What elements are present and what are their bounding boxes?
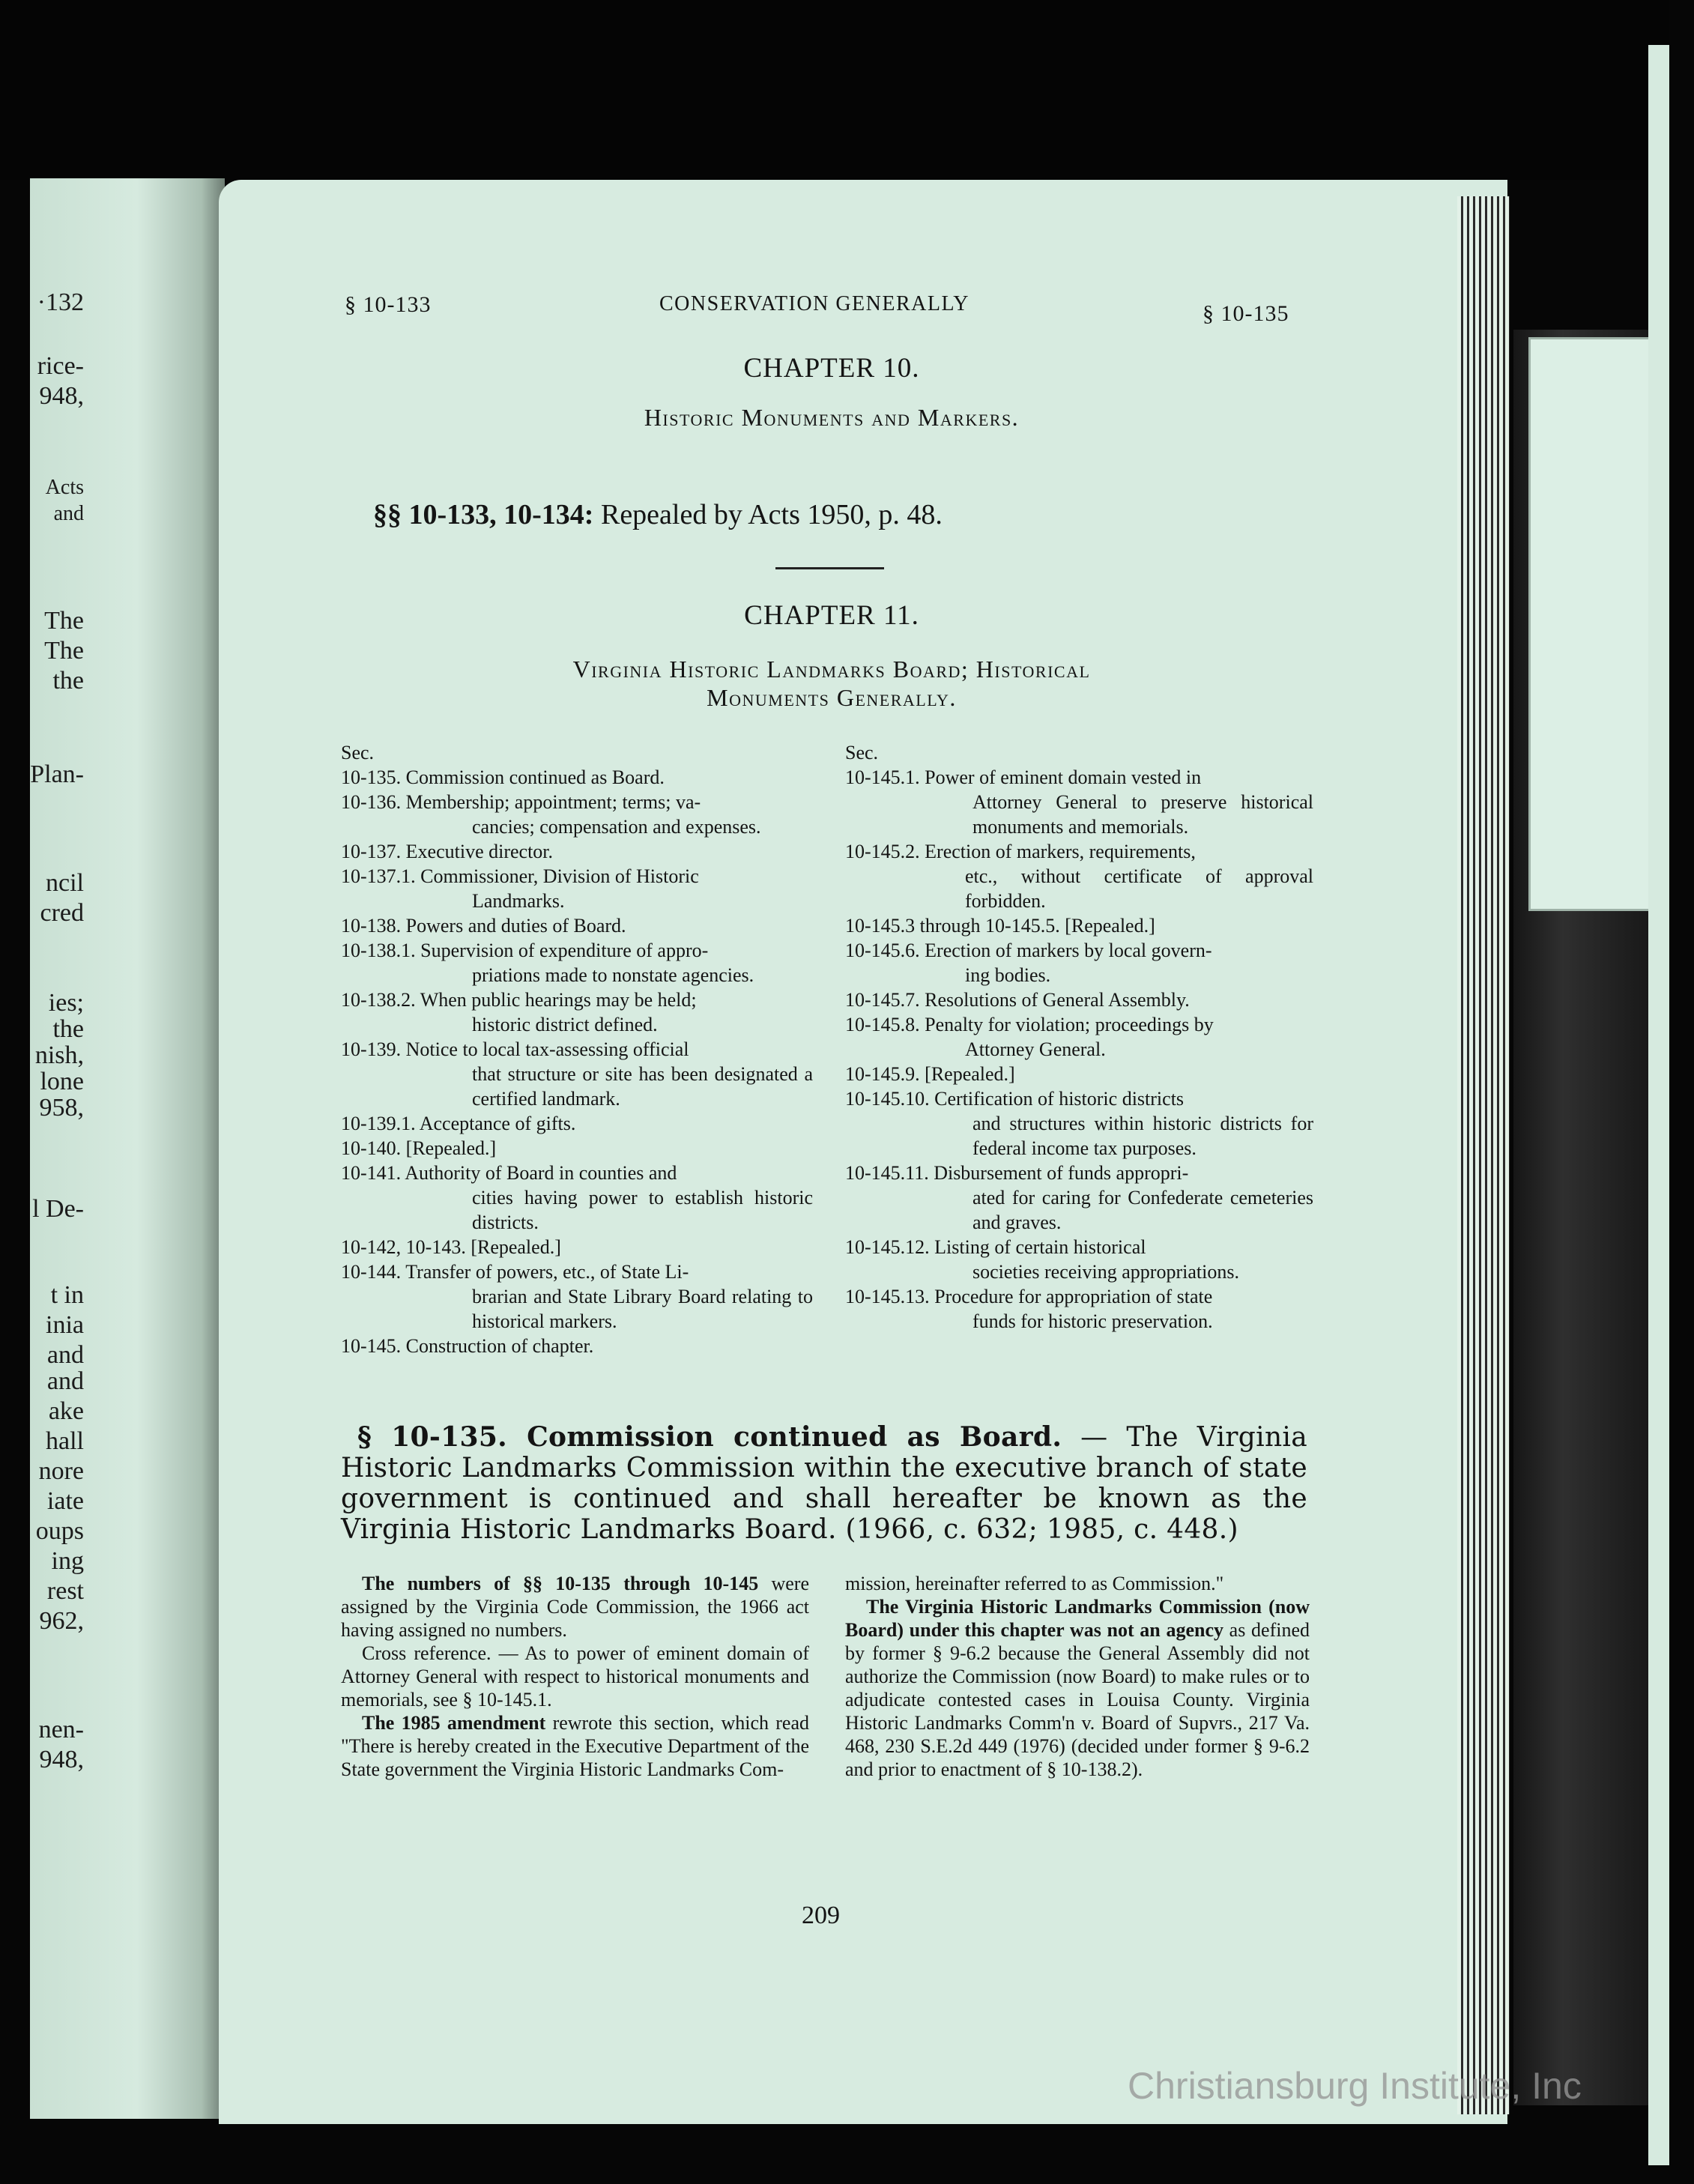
toc-entry-first-line: 10-139. Notice to local tax-assessing official: [341, 1038, 689, 1060]
toc-entry: [341, 987, 813, 1037]
left-page-fragment: rest: [46, 1577, 84, 1605]
scan-background: [0, 0, 1694, 180]
toc-entry-first-line: 10-138. Powers and duties of Board.: [341, 915, 626, 937]
toc-entry-continuation: historic district defined.: [472, 1014, 658, 1035]
left-page-fragment: ing: [51, 1547, 84, 1575]
note-agency-bold: The Virginia Historic Landmarks Commission (now Board) under this chapter was not an agency: [845, 1596, 1310, 1641]
left-page-fragment: and: [46, 1341, 84, 1369]
note-numbers-bold: The numbers of §§ 10-135 through 10-145: [362, 1573, 759, 1594]
left-page-fragment: and: [46, 1367, 84, 1395]
toc-entry: [341, 1111, 813, 1136]
toc-entry-continuation: that structure or site has been designated a certified landmark.: [472, 1063, 813, 1110]
toc-entry-first-line: 10-145.12. Listing of certain historical: [845, 1236, 1146, 1258]
toc-entry: [341, 1259, 813, 1334]
toc-entry-first-line: 10-145.2. Erection of markers, requirements,: [845, 841, 1196, 862]
toc-entry: [341, 913, 813, 938]
toc-entry: [845, 1284, 1313, 1334]
left-page-fragment: l De-: [32, 1195, 84, 1223]
toc-entry: [341, 1136, 813, 1161]
section-10-135-body: — The Virginia Historic Landmarks Commission within the executive branch of state government is continued and shall hereafter be known as the Virginia Historic Landmarks Board. (1966, c. 632; 1985, c. 448.): [341, 1422, 1308, 1545]
section-10-135-heading: § 10-135. Commission continued as Board.: [357, 1421, 1062, 1453]
toc-entry-first-line: 10-138.2. When public hearings may be held;: [341, 989, 697, 1011]
note-crossref-text: — As to power of eminent domain of Attorney General with respect to historical monuments and memorials, see § 10-145.1.: [341, 1642, 809, 1710]
left-page-fragment: 958,: [39, 1094, 84, 1122]
left-page-fragment: the: [52, 667, 84, 695]
toc-entry-first-line: 10-145. Construction of chapter.: [341, 1335, 594, 1357]
watermark: Christiansburg Institute, Inc: [1128, 2065, 1582, 2107]
left-page-fragment: 948,: [39, 382, 84, 410]
toc-entry-continuation: societies receiving appropriations.: [972, 1261, 1239, 1283]
left-page-fragment: hall: [46, 1427, 84, 1455]
toc-entry: [845, 913, 1313, 938]
left-page-fragment: and: [53, 502, 84, 525]
left-page-fragment: 948,: [39, 1746, 84, 1773]
toc-entry-first-line: 10-140. [Repealed.]: [341, 1137, 497, 1159]
toc-entry-first-line: 10-145.6. Erection of markers by local govern-: [845, 940, 1212, 961]
left-page-fragment: rice-: [37, 352, 84, 380]
toc-entry: [341, 1334, 813, 1358]
toc-entry-first-line: 10-142, 10-143. [Repealed.]: [341, 1236, 561, 1258]
toc-entry-continuation: ated for caring for Confederate cemeteries and graves.: [972, 1187, 1313, 1233]
toc-entry-continuation: brarian and State Library Board relating to historical markers.: [472, 1286, 813, 1332]
left-page-fragment: oups: [35, 1517, 84, 1545]
page-number: 209: [802, 1902, 840, 1929]
toc-heading-left: Sec.: [341, 742, 375, 763]
note-agency-case: [845, 1595, 1310, 1781]
chapter-10-title: Historic Monuments and Markers.: [644, 404, 1020, 431]
left-page-fragment: inia: [46, 1311, 84, 1339]
toc-entry: [845, 1062, 1313, 1086]
toc-entry: [341, 1037, 813, 1111]
repealed-text: Repealed by Acts 1950, p. 48.: [600, 499, 943, 530]
running-head-center: CONSERVATION GENERALLY: [659, 292, 969, 315]
toc-entry: [341, 839, 813, 864]
section-10-135-text: [341, 1422, 1307, 1545]
toc-entry-first-line: 10-139.1. Acceptance of gifts.: [341, 1113, 576, 1134]
toc-entry-continuation: ing bodies.: [965, 964, 1051, 986]
left-page-fragment: nish,: [34, 1041, 84, 1069]
toc-entry: [845, 987, 1313, 1012]
left-page-fragment: nore: [38, 1457, 84, 1485]
left-page-fragment: cred: [40, 899, 84, 927]
toc-entry-first-line: 10-145.7. Resolutions of General Assembly.: [845, 989, 1190, 1011]
chapter-11-title: [0, 655, 1663, 712]
left-facing-page: [30, 178, 225, 2119]
running-head-right: § 10-135: [1203, 301, 1289, 326]
toc-entry: [845, 765, 1313, 839]
left-page-fragment: ·132: [37, 288, 84, 316]
toc-entry-first-line: 10-137.1. Commissioner, Division of Historic: [341, 865, 699, 887]
toc-entry: [845, 1161, 1313, 1235]
toc-entry-first-line: 10-145.8. Penalty for violation; proceedings by: [845, 1014, 1214, 1035]
note-amendment-continued: mission, hereinafter referred to as Commission.": [845, 1573, 1224, 1594]
note-amendment: [341, 1711, 809, 1781]
running-head-left: § 10-133: [345, 292, 432, 317]
chapter-11-number: CHAPTER 11.: [744, 600, 919, 631]
toc-entry: [341, 790, 813, 839]
toc-entry-first-line: 10-145.9. [Repealed.]: [845, 1063, 1015, 1085]
note-agency-text: as defined by former § 9-6.2 because the General Assembly did not authorize the Commission (now Board) to make rules or to adjudicate contested cases in Louisa County. Virginia Historic Landmarks Comm'n v. Board of Supvrs., 217 Va. 468, 230 S.E.2d 449 (1976) (decided under former § 9-6.2 and prior to enactment of § 10-138.2).: [845, 1619, 1310, 1780]
left-page-fragment: The: [44, 637, 84, 665]
toc-entry-continuation: cancies; compensation and expenses.: [472, 816, 761, 838]
toc-heading-right: Sec.: [845, 742, 879, 763]
toc-entry: [341, 1161, 813, 1235]
left-page-fragment: lone: [40, 1068, 84, 1095]
toc-entry-first-line: 10-141. Authority of Board in counties and: [341, 1162, 677, 1184]
toc-entry: [845, 1235, 1313, 1284]
note-crossref-label: Cross reference.: [362, 1642, 491, 1664]
toc-entry-first-line: 10-138.1. Supervision of expenditure of appro-: [341, 940, 709, 961]
left-page-fragment: Plan-: [30, 760, 84, 788]
left-page-fragment: 962,: [39, 1607, 84, 1635]
toc-entry-continuation: Landmarks.: [472, 890, 565, 912]
note-numbers: [341, 1572, 809, 1642]
annotation-left-column: [341, 1572, 809, 1781]
repealed-section-numbers: §§ 10-133, 10-134:: [373, 499, 594, 530]
chapter-10-number: CHAPTER 10.: [743, 353, 920, 384]
toc-entry-continuation: Attorney General.: [965, 1038, 1106, 1060]
section-divider: [775, 567, 884, 569]
toc-entry-continuation: funds for historic preservation.: [972, 1310, 1213, 1332]
toc-entry-continuation: cities having power to establish historic districts.: [472, 1187, 813, 1233]
left-page-fragment: The: [44, 607, 84, 635]
toc-entry: [341, 1235, 813, 1259]
left-page-fragment: ake: [48, 1397, 84, 1425]
note-numbers-text: were assigned by the Virginia Code Commission, the 1966 act having assigned no numbers.: [341, 1573, 809, 1641]
annotation-right-column: [845, 1572, 1310, 1781]
left-page-fragment: t in: [50, 1281, 84, 1309]
left-page-fragment: nen-: [38, 1716, 84, 1743]
toc-entry-continuation: and structures within historic districts for federal income tax purposes.: [972, 1113, 1313, 1159]
note-cross-reference: [341, 1642, 809, 1711]
note-amendment-text: rewrote this section, which read "There is hereby created in the Executive Department of the State government the Virginia Historic Landmarks Com-: [341, 1712, 810, 1780]
toc-entry-first-line: 10-145.10. Certification of historic districts: [845, 1088, 1185, 1110]
toc-entry-continuation: priations made to nonstate agencies.: [472, 964, 754, 986]
toc-entry-first-line: 10-144. Transfer of powers, etc., of State Li-: [341, 1261, 689, 1283]
left-page-fragment: the: [52, 1015, 84, 1043]
toc-entry-first-line: 10-135. Commission continued as Board.: [341, 766, 665, 788]
toc-left-column: [341, 740, 813, 1358]
toc-entry-first-line: 10-137. Executive director.: [341, 841, 554, 862]
toc-entry-continuation: Attorney General to preserve historical monuments and memorials.: [972, 791, 1313, 838]
toc-entry: [341, 864, 813, 913]
toc-entry-first-line: 10-145.3 through 10-145.5. [Repealed.]: [845, 915, 1155, 937]
chapter-11-title-line-1: Virginia Historic Landmarks Board; Historical: [572, 656, 1091, 683]
toc-entry-first-line: 10-145.1. Power of eminent domain vested in: [845, 766, 1202, 788]
right-dark-edge: [1669, 0, 1694, 2184]
left-page-fragment: ies;: [48, 989, 84, 1017]
toc-entry-continuation: etc., without certificate of approval forbidden.: [965, 865, 1313, 912]
toc-entry-first-line: 10-145.13. Procedure for appropriation of state: [845, 1286, 1213, 1307]
toc-entry: [845, 1012, 1313, 1062]
toc-entry: [341, 765, 813, 790]
toc-entry: [845, 938, 1313, 987]
toc-right-column: [845, 740, 1313, 1334]
repealed-sections-line: [373, 498, 943, 531]
page-edges: [1457, 196, 1510, 2114]
toc-entry-first-line: 10-136. Membership; appointment; terms; va-: [341, 791, 701, 813]
left-page-fragment: Acts: [45, 476, 84, 499]
toc-entry: [341, 938, 813, 987]
chapter-11-title-line-2: Monuments Generally.: [707, 684, 957, 711]
left-page-fragment: iate: [46, 1487, 84, 1515]
note-amendment-bold: The 1985 amendment: [362, 1712, 546, 1734]
toc-entry: [845, 839, 1313, 913]
left-page-fragment: ncil: [46, 869, 84, 897]
toc-entry-first-line: 10-145.11. Disbursement of funds appropri-: [845, 1162, 1189, 1184]
toc-entry: [845, 1086, 1313, 1161]
